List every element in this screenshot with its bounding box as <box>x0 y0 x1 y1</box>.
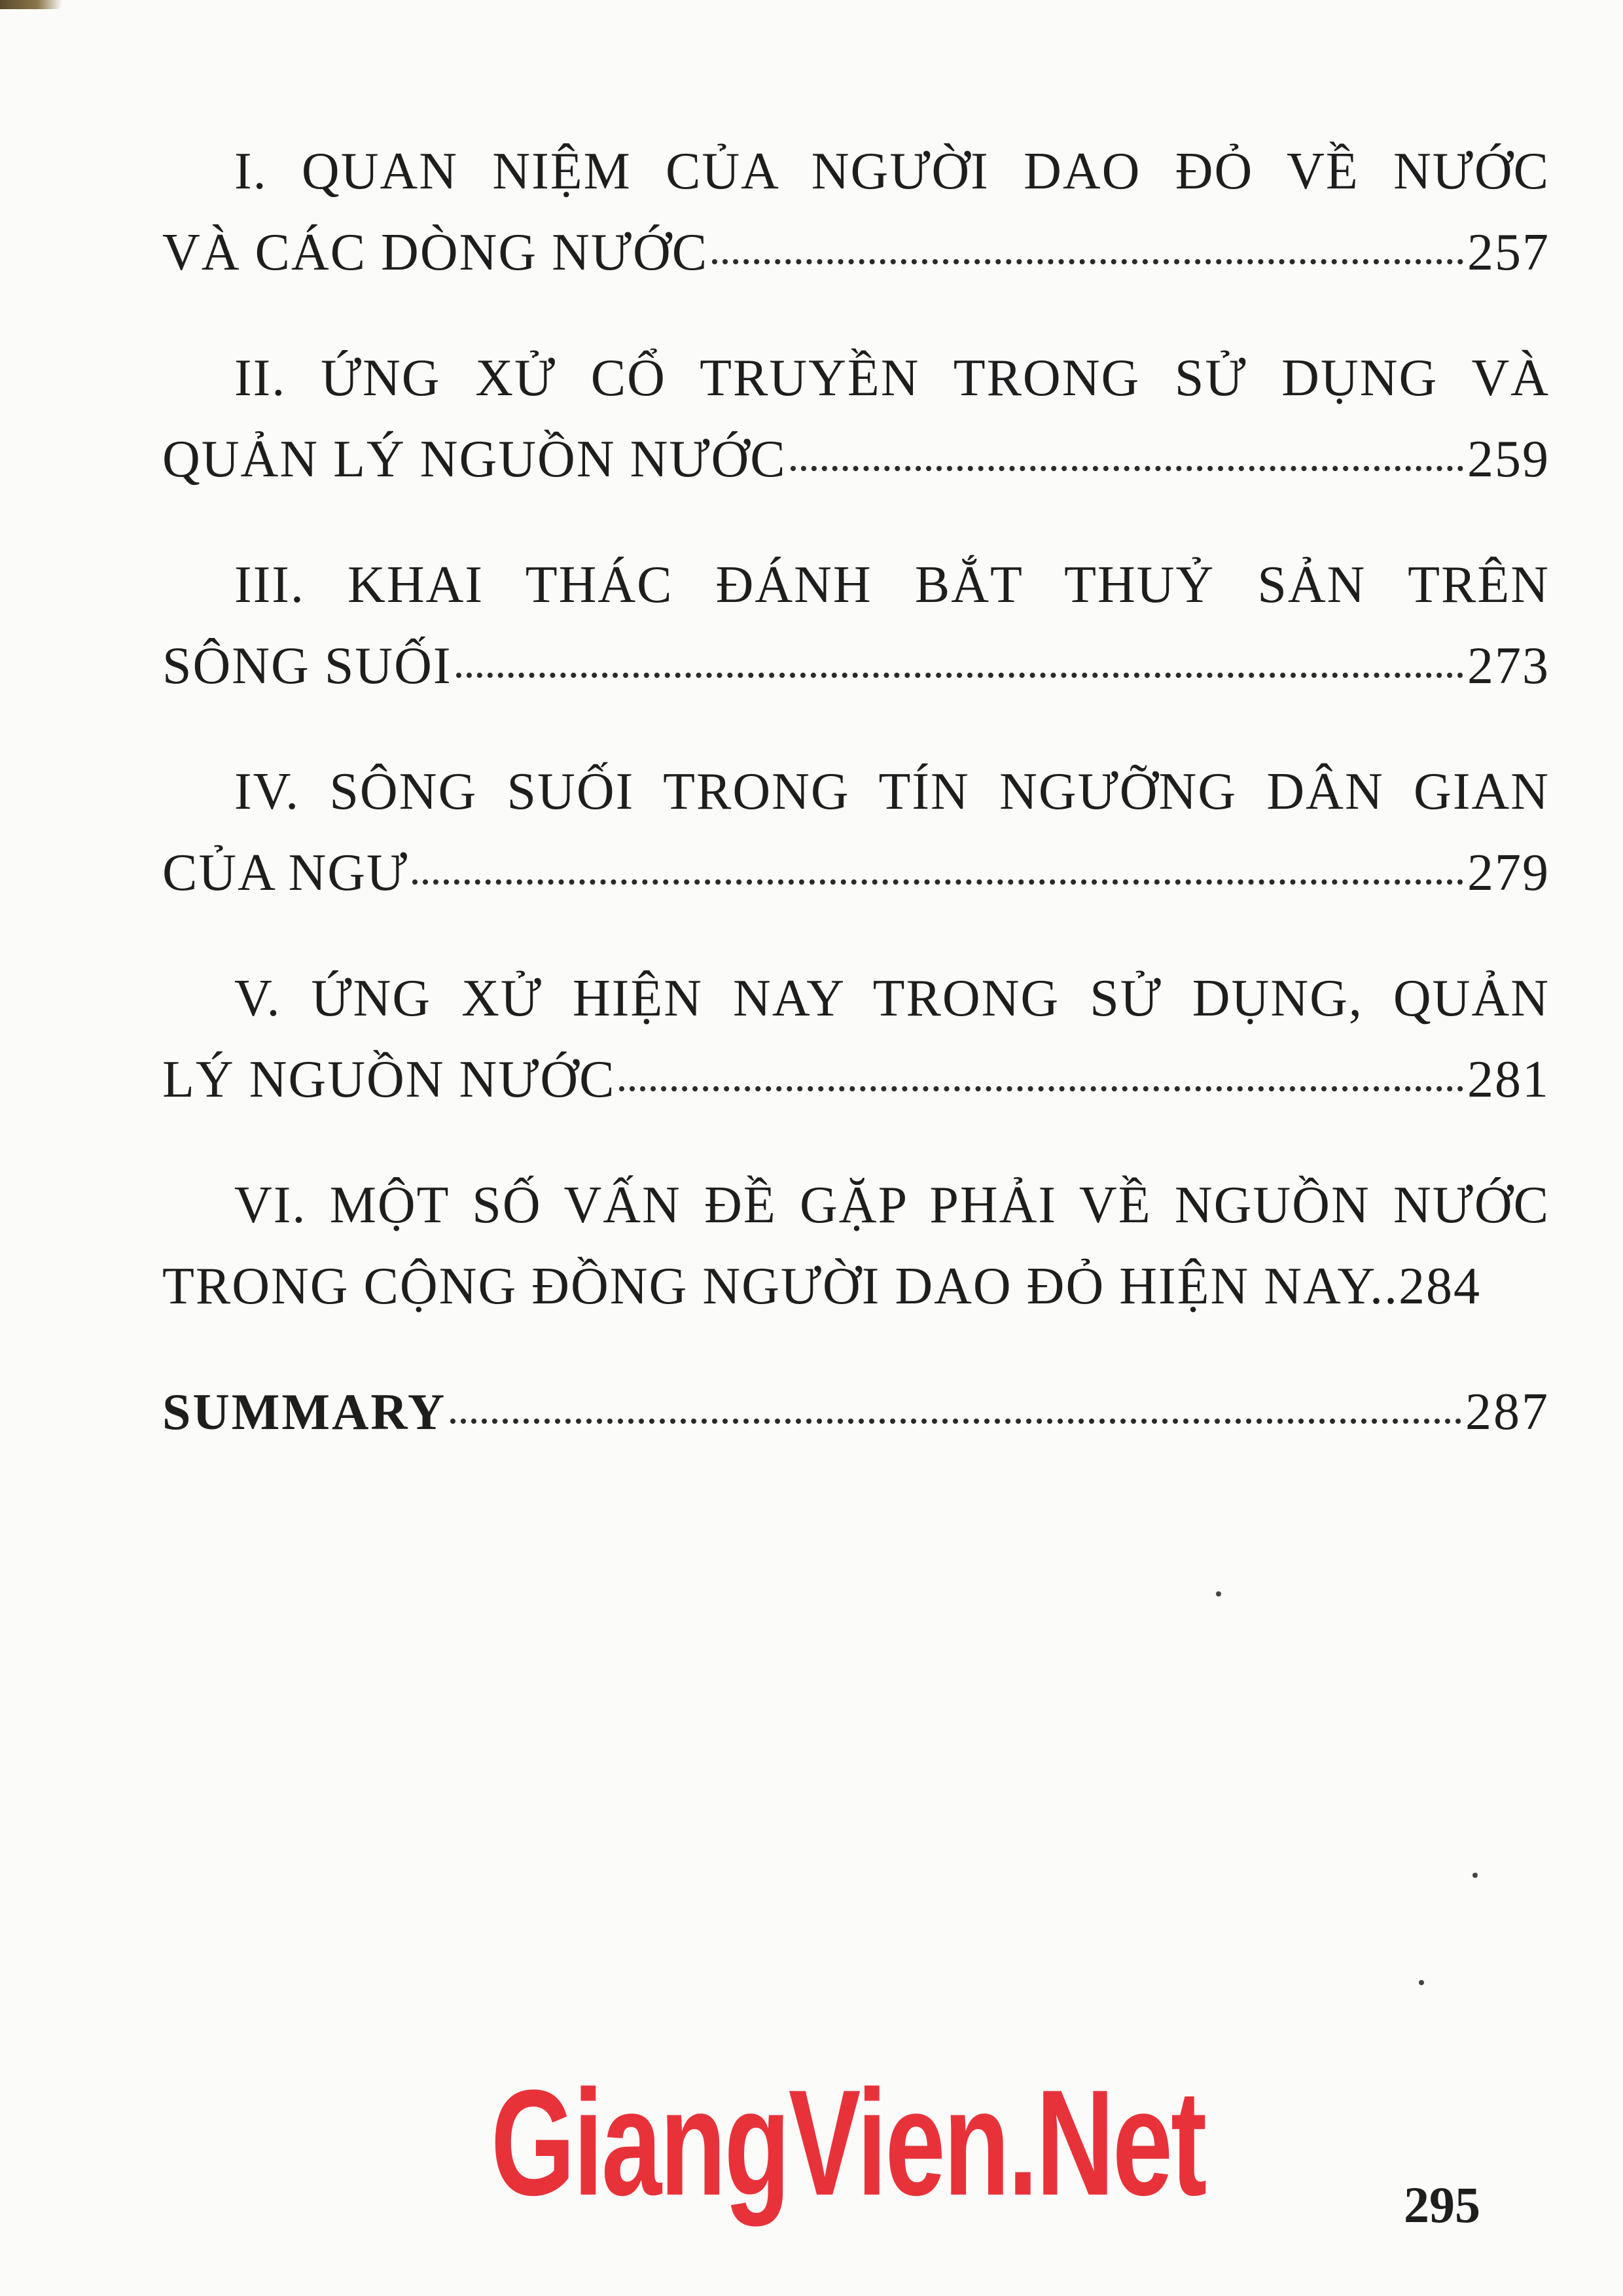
dot-leader <box>619 1086 1463 1091</box>
toc-entry-3[interactable] <box>162 544 1550 707</box>
toc-entry-continuation <box>162 626 1550 707</box>
toc-entry-continuation <box>162 1039 1550 1120</box>
page-number: 295 <box>1404 2176 1480 2233</box>
dot-leader <box>456 673 1464 678</box>
toc-entry-6[interactable] <box>162 1165 1550 1327</box>
toc-entry-continuation <box>162 419 1550 500</box>
toc-entry-title-line: CỦA NGƯ <box>162 844 409 902</box>
toc-entry-title-line: LÝ NGUỒN NƯỚC <box>162 1051 616 1108</box>
scan-speck <box>1419 1980 1424 1985</box>
dot-leader <box>712 259 1463 264</box>
dot-leader <box>450 1419 1461 1424</box>
toc-entry-5[interactable] <box>162 958 1550 1120</box>
toc-entry-title-line: VI. MỘT SỐ VẤN ĐỀ GẶP PHẢI VỀ NGUỒN NƯỚC <box>234 1176 1550 1234</box>
scan-speck <box>1216 1591 1221 1597</box>
toc-entry-continuation <box>162 212 1550 293</box>
toc-entry-summary[interactable] <box>162 1371 1550 1453</box>
toc-entry-1[interactable] <box>162 131 1550 293</box>
toc-entry-continuation <box>162 832 1550 913</box>
toc-entry-title-line: VÀ CÁC DÒNG NƯỚC <box>162 224 709 281</box>
toc-page-number: 279 <box>1467 844 1550 902</box>
toc-entry-title-line: TRONG CỘNG ĐỒNG NGƯỜI DAO ĐỎ HIỆN NAY..284 <box>162 1258 1481 1315</box>
toc-page-number: 259 <box>1467 431 1550 488</box>
dot-leader <box>791 466 1463 471</box>
toc-entry-title-line: SÔNG SUỐI <box>162 637 452 695</box>
table-of-contents <box>162 131 1550 1453</box>
toc-entry-title-line: IV. SÔNG SUỐI TRONG TÍN NGƯỠNG DÂN GIAN <box>234 763 1550 821</box>
dot-leader <box>412 879 1463 885</box>
toc-entry-title-line: II. ỨNG XỬ CỔ TRUYỀN TRONG SỬ DỤNG VÀ <box>234 349 1550 407</box>
toc-entry-2[interactable] <box>162 338 1550 500</box>
scan-speck <box>1472 1873 1478 1878</box>
scan-corner-mark <box>0 0 62 9</box>
toc-entry-title-line: III. KHAI THÁC ĐÁNH BẮT THUỶ SẢN TRÊN <box>234 556 1550 614</box>
toc-entry-4[interactable] <box>162 751 1550 913</box>
summary-label: SUMMARY <box>162 1383 447 1440</box>
toc-entry-title-line: I. QUAN NIỆM CỦA NGƯỜI DAO ĐỎ VỀ NƯỚC <box>234 143 1550 200</box>
toc-page-number: 257 <box>1467 224 1550 281</box>
toc-page-number: 273 <box>1467 637 1550 695</box>
toc-entry-title-line: QUẢN LÝ NGUỒN NƯỚC <box>162 431 787 488</box>
toc-page-number: 287 <box>1465 1383 1550 1441</box>
toc-entry-title-line: V. ỨNG XỬ HIỆN NAY TRONG SỬ DỤNG, QUẢN <box>234 970 1550 1027</box>
watermark-text: GiangVien.Net <box>491 2058 1205 2227</box>
toc-page-number: 281 <box>1467 1051 1550 1108</box>
toc-entry-continuation <box>162 1246 1550 1327</box>
